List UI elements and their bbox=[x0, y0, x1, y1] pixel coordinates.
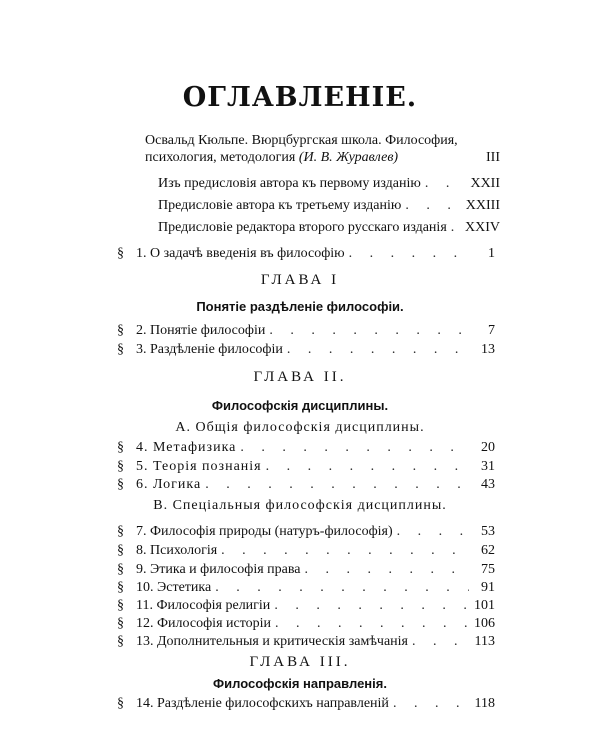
section-sign: § bbox=[117, 543, 124, 558]
chapter-subtitle: Философскія направленія. bbox=[213, 676, 387, 691]
entry-page: 62 bbox=[481, 543, 495, 558]
dot-leader bbox=[393, 696, 469, 712]
dot-leader bbox=[221, 543, 469, 559]
entry-text: 5. Теорія познанія bbox=[136, 459, 262, 474]
toc-entry bbox=[158, 198, 500, 216]
chapter-heading: ГЛАВА III. bbox=[249, 654, 351, 670]
section-sign: § bbox=[117, 598, 124, 613]
intro-entry bbox=[145, 132, 500, 166]
section-sign: § bbox=[117, 342, 124, 357]
dot-leader bbox=[205, 477, 469, 493]
section-sign: § bbox=[117, 246, 124, 261]
toc-entry bbox=[117, 246, 495, 264]
section-sign: § bbox=[117, 477, 124, 492]
entry-page: 20 bbox=[481, 440, 495, 455]
page-title: ОГЛАВЛЕНІЕ. bbox=[182, 82, 418, 113]
dot-leader bbox=[397, 524, 469, 540]
toc-entry bbox=[117, 634, 495, 652]
dot-leader bbox=[405, 198, 461, 214]
toc-entry bbox=[117, 440, 495, 458]
toc-entry bbox=[117, 477, 495, 495]
entry-text: 3. Раздѣленіе философіи bbox=[136, 342, 283, 357]
toc-entry bbox=[117, 323, 495, 341]
chapter-subtitle: Философскія дисциплины. bbox=[211, 398, 389, 413]
toc-entry bbox=[158, 176, 500, 194]
section-sign: § bbox=[117, 459, 124, 474]
entry-text: 4. Метафизика bbox=[136, 440, 237, 455]
dot-leader bbox=[349, 246, 469, 262]
intro-line-2-text: психология, методология bbox=[145, 150, 296, 165]
dot-leader bbox=[266, 459, 469, 475]
dot-leader bbox=[287, 342, 469, 358]
dot-leader bbox=[215, 580, 469, 596]
entry-page: 101 bbox=[474, 598, 495, 613]
entry-text: 12. Философія исторіи bbox=[136, 616, 272, 631]
toc-entry bbox=[117, 598, 495, 616]
entry-text: 9. Этика и философія права bbox=[136, 562, 301, 577]
entry-page: 1 bbox=[488, 246, 495, 261]
toc-entry bbox=[117, 543, 495, 561]
toc-entry bbox=[117, 524, 495, 542]
section-sign: § bbox=[117, 562, 124, 577]
section-sign: § bbox=[117, 616, 124, 631]
dot-leader bbox=[274, 598, 469, 614]
entry-text: Предисловіе автора къ третьему изданію bbox=[158, 198, 402, 213]
entry-page: XXIII bbox=[465, 198, 500, 213]
dot-leader bbox=[425, 176, 467, 192]
section-sign: § bbox=[117, 634, 124, 649]
entry-page: 118 bbox=[474, 696, 495, 711]
dot-leader bbox=[412, 634, 469, 650]
entry-page: 91 bbox=[481, 580, 495, 595]
entry-page: 43 bbox=[481, 477, 495, 492]
intro-page: III bbox=[486, 150, 500, 165]
chapter-heading: ГЛАВА II. bbox=[253, 369, 347, 385]
entry-text: 13. Дополнительныя и критическія замѣчанія bbox=[136, 634, 408, 649]
entry-text: 11. Философія религіи bbox=[136, 598, 271, 613]
section-sign: § bbox=[117, 440, 124, 455]
toc-entry bbox=[117, 342, 495, 360]
intro-line-1: Освальд Кюльпе. Вюрцбургская школа. Философия, bbox=[145, 133, 458, 148]
intro-author: (И. В. Журавлев) bbox=[298, 150, 399, 165]
entry-page: 53 bbox=[481, 524, 495, 539]
toc-entry bbox=[117, 580, 495, 598]
entry-page: 106 bbox=[474, 616, 495, 631]
intro-line-2 bbox=[145, 149, 500, 166]
entry-text: 1. О задачѣ введенія въ философію bbox=[136, 246, 345, 261]
chapter-subtitle: Понятіе раздѣленіе философіи. bbox=[196, 299, 404, 314]
dot-leader bbox=[240, 440, 469, 456]
entry-text: 10. Эстетика bbox=[136, 580, 212, 595]
section-sign: § bbox=[117, 323, 124, 338]
chapter-heading: ГЛАВА I bbox=[260, 272, 340, 288]
toc-entry bbox=[158, 220, 500, 238]
subsection-heading: B. Спеціальныя философскія дисциплины. bbox=[153, 498, 447, 513]
entry-text: 2. Понятіе философіи bbox=[136, 323, 266, 338]
entry-text: 14. Раздѣленіе философскихъ направленій bbox=[136, 696, 389, 711]
entry-text: 7. Философія природы (натуръ-философія) bbox=[136, 524, 393, 539]
toc-entry bbox=[117, 696, 495, 714]
subsection-heading: A. Общія философскія дисциплины. bbox=[175, 420, 425, 435]
toc-entry bbox=[117, 459, 495, 477]
toc-entry bbox=[117, 616, 495, 634]
entry-page: 75 bbox=[481, 562, 495, 577]
toc-entry bbox=[117, 562, 495, 580]
dot-leader bbox=[305, 562, 469, 578]
dot-leader bbox=[451, 220, 461, 236]
entry-page: XXIV bbox=[465, 220, 500, 235]
entry-page: XXII bbox=[470, 176, 500, 191]
section-sign: § bbox=[117, 580, 124, 595]
entry-text: 8. Психологія bbox=[136, 543, 218, 558]
entry-text: 6. Логика bbox=[136, 477, 202, 492]
intro-line-2-text-wrap bbox=[145, 149, 398, 166]
entry-page: 113 bbox=[474, 634, 495, 649]
entry-page: 13 bbox=[481, 342, 495, 357]
entry-text: Предисловіе редактора второго русскаго изданія bbox=[158, 220, 447, 235]
entry-text: Изъ предисловія автора къ первому изданію bbox=[158, 176, 421, 191]
section-sign: § bbox=[117, 524, 124, 539]
entry-page: 31 bbox=[481, 459, 495, 474]
section-sign: § bbox=[117, 696, 124, 711]
dot-leader bbox=[269, 323, 469, 339]
dot-leader bbox=[275, 616, 469, 632]
entry-page: 7 bbox=[488, 323, 495, 338]
